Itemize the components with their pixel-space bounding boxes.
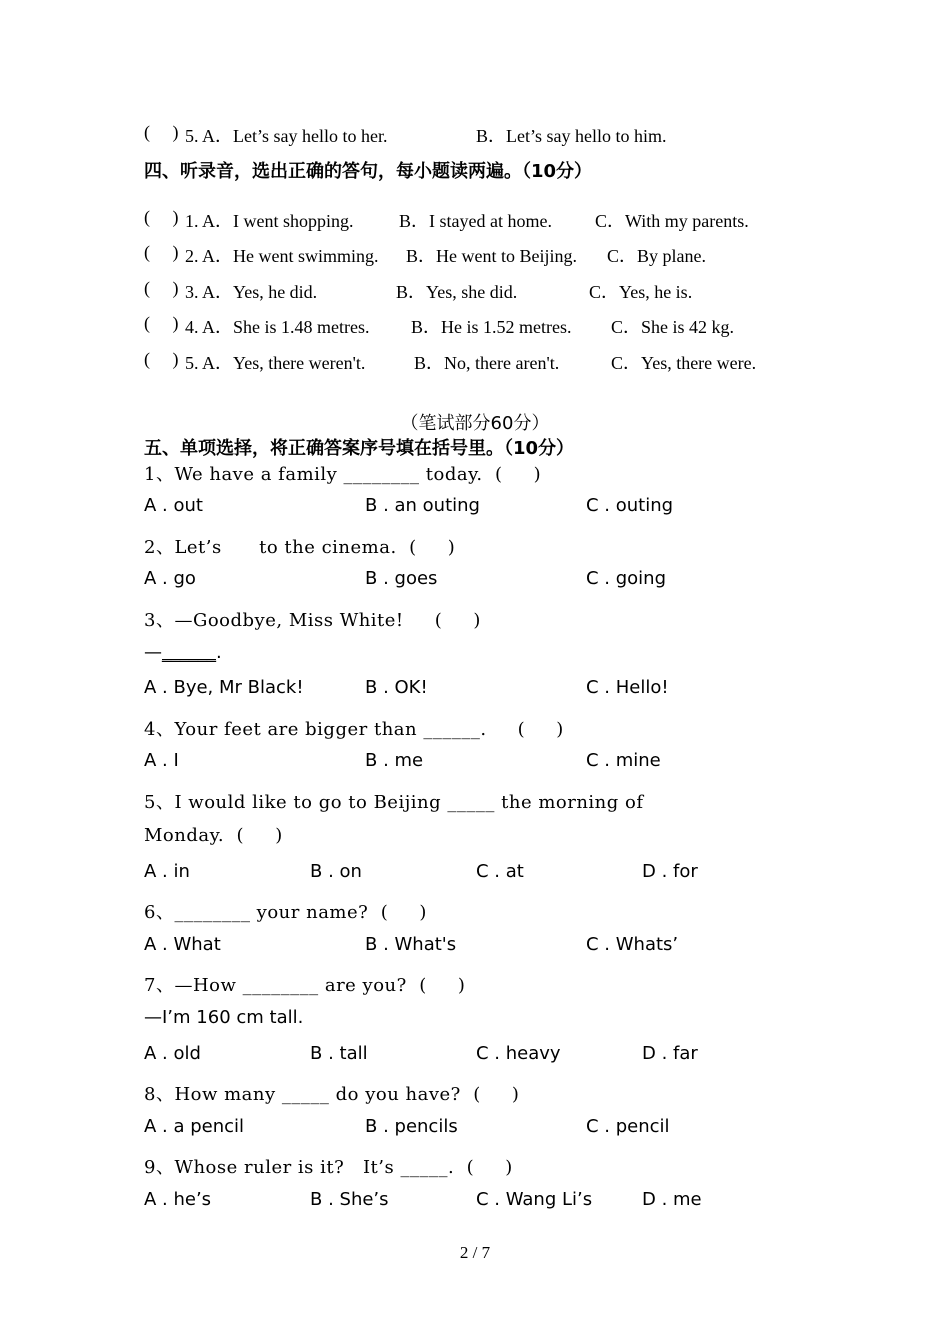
question-5-stem-cont: Monday. ( ) xyxy=(144,825,283,846)
question-8-stem: 8、How many _____ do you have? ( ) xyxy=(144,1084,520,1105)
option-a: 3. A．Yes, he did. xyxy=(185,282,318,302)
option-b: B．I stayed at home. xyxy=(399,211,552,231)
q8-option-a[interactable]: A . a pencil xyxy=(144,1116,245,1137)
q9-option-c[interactable]: C . Wang Li’s xyxy=(476,1189,593,1210)
option-a: 5. A．Yes, there weren't. xyxy=(185,353,366,373)
question-3-reply xyxy=(144,642,222,663)
option-a: 2. A．He went swimming. xyxy=(185,246,379,266)
q4-option-a[interactable]: A . I xyxy=(144,750,179,771)
option-c: C．Yes, there were. xyxy=(611,353,757,373)
q5-option-d[interactable]: D . for xyxy=(642,861,698,882)
q4-option-c[interactable]: C . mine xyxy=(586,750,661,771)
answer-paren[interactable]: ( ) xyxy=(144,349,179,369)
question-9-stem: 9、Whose ruler is it? It’s _____. ( ) xyxy=(144,1157,513,1178)
question-4-stem: 4、Your feet are bigger than ______. ( ) xyxy=(144,719,564,740)
option-a: 4. A．She is 1.48 metres. xyxy=(185,317,370,337)
answer-paren[interactable]: ( ) xyxy=(144,242,179,262)
q8-option-b[interactable]: B . pencils xyxy=(365,1116,458,1137)
reply-dash: — xyxy=(144,642,162,663)
q2-option-b[interactable]: B . goes xyxy=(365,568,438,589)
q3-option-b[interactable]: B . OK! xyxy=(365,677,428,698)
q7-option-d[interactable]: D . far xyxy=(642,1043,698,1064)
option-a: 1. A．I went shopping. xyxy=(185,211,354,231)
option-b: B．He went to Beijing. xyxy=(406,246,577,266)
q7-option-c[interactable]: C . heavy xyxy=(476,1043,561,1064)
q2-option-a[interactable]: A . go xyxy=(144,568,196,589)
section4-title: 四、听录音，选出正确的答句，每小题读两遍。（10分） xyxy=(144,161,593,182)
option-b: B．No, there aren't. xyxy=(414,353,560,373)
q9-option-d[interactable]: D . me xyxy=(642,1189,702,1210)
reply-blank[interactable]: ______ xyxy=(162,642,216,663)
q3-option-c[interactable]: C . Hello! xyxy=(586,677,669,698)
q6-option-a[interactable]: A . What xyxy=(144,934,221,955)
option-a: 5. A．Let’s say hello to her. xyxy=(185,126,388,146)
answer-paren[interactable]: ( ) xyxy=(144,278,179,298)
question-3-stem: 3、—Goodbye, Miss White! ( ) xyxy=(144,610,481,631)
q5-option-b[interactable]: B . on xyxy=(310,861,362,882)
q1-option-b[interactable]: B . an outing xyxy=(365,495,480,516)
question-6-stem: 6、________ your name? ( ) xyxy=(144,902,427,923)
question-7-reply: —I’m 160 cm tall. xyxy=(144,1007,304,1028)
written-part-heading: （笔试部分60分） xyxy=(400,413,550,434)
q5-option-a[interactable]: A . in xyxy=(144,861,190,882)
q3-option-a[interactable]: A . Bye, Mr Black! xyxy=(144,677,304,698)
q5-option-c[interactable]: C . at xyxy=(476,861,524,882)
option-c: C．Yes, he is. xyxy=(589,282,693,302)
q1-option-c[interactable]: C . outing xyxy=(586,495,674,516)
q1-option-a[interactable]: A . out xyxy=(144,495,203,516)
option-b: B．Yes, she did. xyxy=(396,282,518,302)
q6-option-b[interactable]: B . What's xyxy=(365,934,457,955)
q9-option-b[interactable]: B . She’s xyxy=(310,1189,389,1210)
option-c: C．With my parents. xyxy=(595,211,749,231)
answer-paren[interactable]: ( ) xyxy=(144,122,179,142)
question-1-stem: 1、We have a family ________ today. ( ) xyxy=(144,464,542,485)
option-c: C．By plane. xyxy=(607,246,706,266)
option-c: C．She is 42 kg. xyxy=(611,317,735,337)
question-5-stem: 5、I would like to go to Beijing _____ the morning of xyxy=(144,792,644,813)
q7-option-a[interactable]: A . old xyxy=(144,1043,201,1064)
answer-paren[interactable]: ( ) xyxy=(144,207,179,227)
reply-dot: . xyxy=(216,642,222,663)
q4-option-b[interactable]: B . me xyxy=(365,750,424,771)
option-b: B．Let’s say hello to him. xyxy=(476,126,667,146)
question-7-stem: 7、—How ________ are you? ( ) xyxy=(144,975,466,996)
option-b: B．He is 1.52 metres. xyxy=(411,317,572,337)
q2-option-c[interactable]: C . going xyxy=(586,568,667,589)
q7-option-b[interactable]: B . tall xyxy=(310,1043,368,1064)
page-number: 2 / 7 xyxy=(459,1243,491,1262)
section5-title: 五、单项选择，将正确答案序号填在括号里。（10分） xyxy=(144,438,575,459)
q9-option-a[interactable]: A . he’s xyxy=(144,1189,212,1210)
answer-paren[interactable]: ( ) xyxy=(144,313,179,333)
q8-option-c[interactable]: C . pencil xyxy=(586,1116,670,1137)
q6-option-c[interactable]: C . Whats’ xyxy=(586,934,679,955)
question-2-stem: 2、Let’s to the cinema. ( ) xyxy=(144,537,456,558)
